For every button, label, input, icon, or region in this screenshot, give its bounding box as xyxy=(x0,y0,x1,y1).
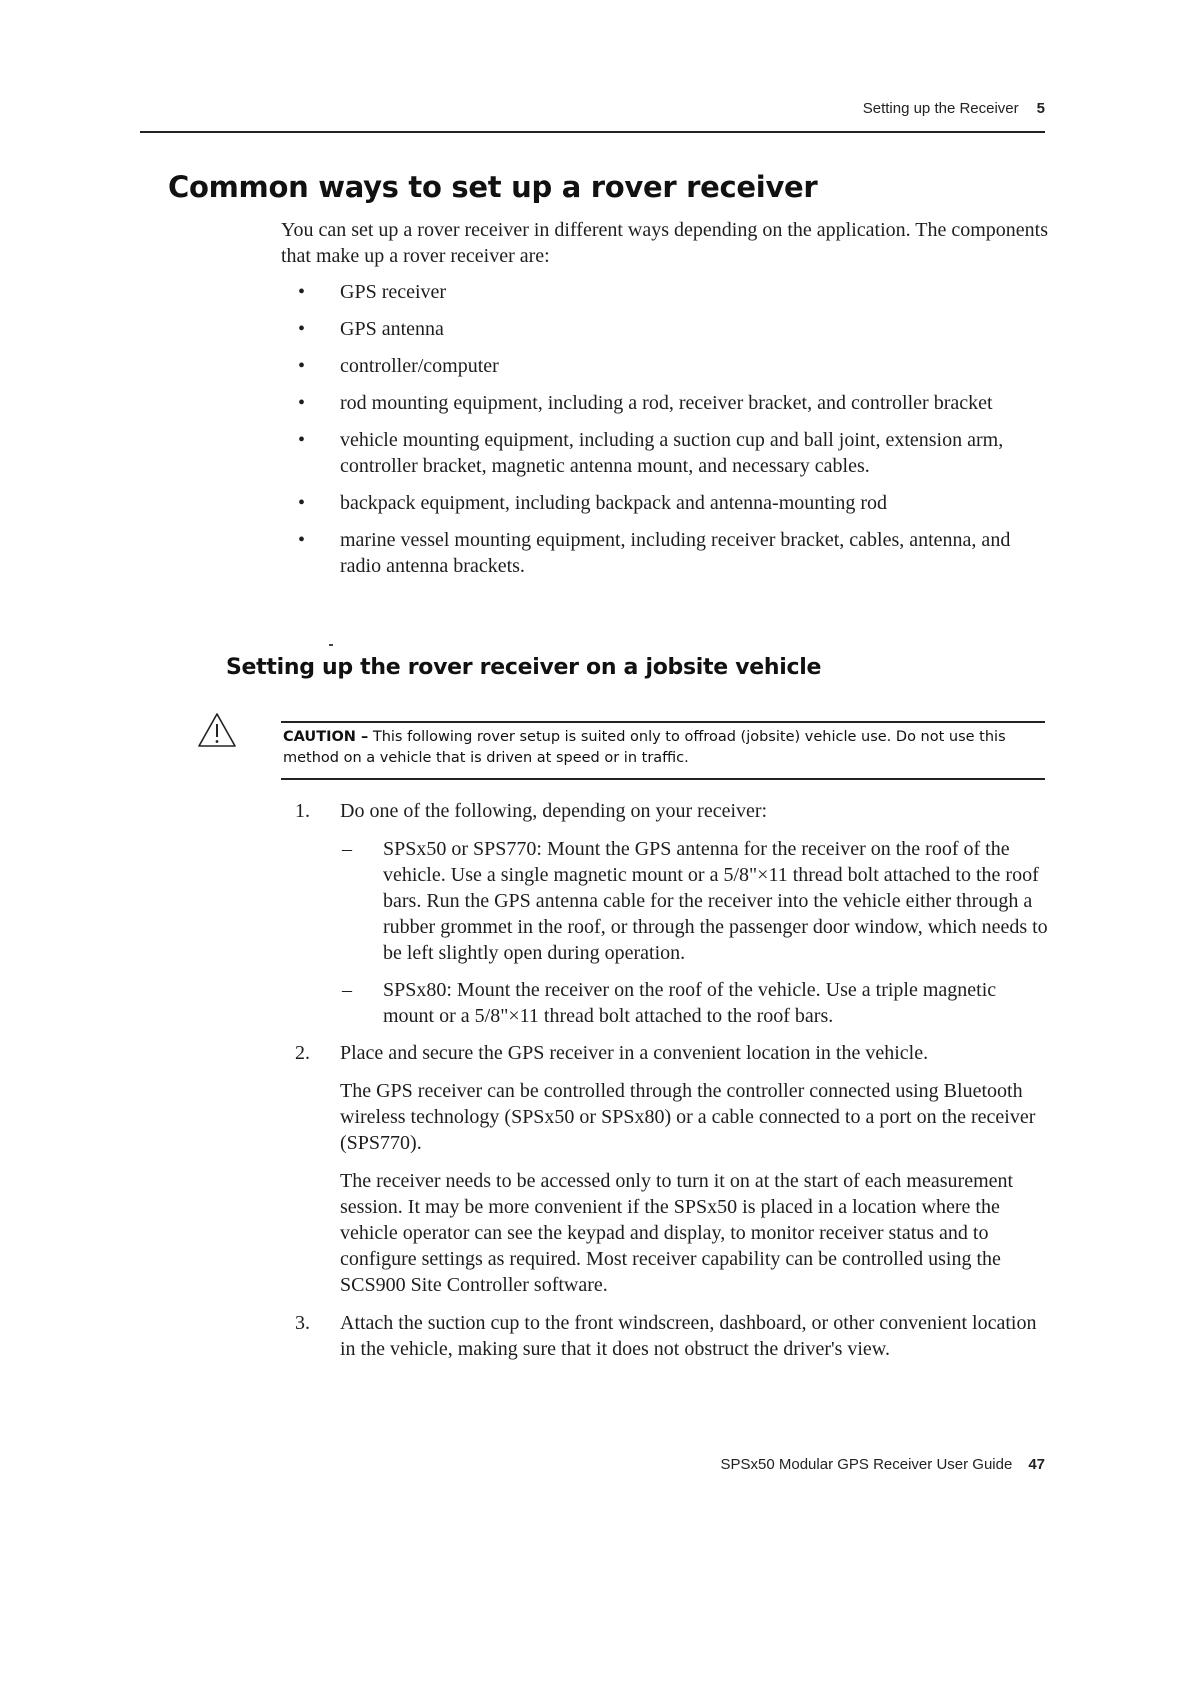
step-text: Place and secure the GPS receiver in a convenient location in the vehicle. xyxy=(340,1042,929,1064)
page-title: Common ways to set up a rover receiver xyxy=(168,170,818,204)
bullet-icon: • xyxy=(298,318,306,340)
step-paragraph: The receiver needs to be accessed only to turn it on at the start of each measurement session. It may be more convenient if the SPSx50 is placed in a location where the vehicle operator can see the keypad and display, to monitor receiver status and to configure settings as required. Most receiver capability can be controlled using the SCS900 Site Controller software. xyxy=(340,1170,1014,1296)
substeps-list xyxy=(340,836,1051,1029)
procedure-steps xyxy=(281,798,1051,1373)
header-chapter-number: 5 xyxy=(1036,100,1045,117)
list-item: • backpack equipment, including backpack and antenna-mounting rod xyxy=(298,492,888,514)
list-item: • marine vessel mounting equipment, including receiver bracket, cables, antenna, and radio antenna brackets. xyxy=(298,529,1011,577)
footer-book-title: SPSx50 Modular GPS Receiver User Guide xyxy=(720,1456,1013,1473)
footer-page-number: 47 xyxy=(1028,1456,1045,1473)
bullet-icon: • xyxy=(298,529,306,551)
step-text: Do one of the following, depending on your receiver: xyxy=(340,800,768,822)
list-item: • rod mounting equipment, including a rod, receiver bracket, and controller bracket xyxy=(298,392,993,414)
step-number: 3. xyxy=(295,1312,310,1334)
list-item: • GPS receiver xyxy=(298,281,447,303)
step-text: Attach the suction cup to the front windscreen, dashboard, or other convenient location in the vehicle, making sure that it does not obstruct the driver's view. xyxy=(340,1312,1037,1360)
step-paragraph: The GPS receiver can be controlled through the controller connected using Bluetooth wireless technology (SPSx50 or SPSx80) or a cable connected to a port on the receiver (SPS770). xyxy=(340,1080,1036,1154)
caution-text: This following rover setup is suited only to offroad (jobsite) vehicle use. Do not use this method on a vehicle that is driven at speed or in traffic. xyxy=(283,729,1006,766)
step-1 xyxy=(281,798,1051,1029)
bullet-icon: • xyxy=(298,355,306,377)
bullet-icon: • xyxy=(298,492,306,514)
components-list xyxy=(281,279,1051,590)
caution-label: CAUTION – xyxy=(283,729,369,745)
substep-item: – SPSx80: Mount the receiver on the roof of the vehicle. Use a triple magnetic mount or a 5/8"×11 thread bolt attached to the roof bars. xyxy=(342,979,997,1027)
running-header xyxy=(140,100,1045,117)
bullet-icon: • xyxy=(298,392,306,414)
caution-bottom-rule xyxy=(281,778,1045,780)
caution-top-rule xyxy=(281,721,1045,723)
step-3 xyxy=(281,1310,1051,1362)
substep-item: – SPSx50 or SPS770: Mount the GPS antenna for the receiver on the roof of the vehicle. Use a single magnetic mount or a 5/8"×11 thread bolt attached to the roof bars. Run the GPS antenna cable for the receiver into the vehicle either through a rubber grommet in the roof, or through the passenger door window, which needs to be left slightly open during operation. xyxy=(342,838,1048,964)
header-rule xyxy=(140,131,1045,133)
bullet-icon: • xyxy=(298,281,306,303)
step-number: 2. xyxy=(295,1042,310,1064)
intro-paragraph: You can set up a rover receiver in different ways depending on the application. The components that make up a rover receiver are: xyxy=(281,219,1049,267)
dash-icon: – xyxy=(342,979,352,1001)
list-item: • GPS antenna xyxy=(298,318,444,340)
header-section-title: Setting up the Receiver xyxy=(862,100,1019,117)
list-item: • controller/computer xyxy=(298,355,499,377)
step-number: 1. xyxy=(295,800,310,822)
caution-note xyxy=(283,727,1043,769)
warning-triangle-icon xyxy=(197,712,237,748)
step-2 xyxy=(281,1040,1051,1298)
running-footer xyxy=(140,1456,1045,1473)
scan-mark xyxy=(329,644,333,646)
dash-icon: – xyxy=(342,838,352,860)
list-item: • vehicle mounting equipment, including a suction cup and ball joint, extension arm, controller bracket, magnetic antenna mount, and necessary cables. xyxy=(298,429,1004,477)
bullet-icon: • xyxy=(298,429,306,451)
section-title: Setting up the rover receiver on a jobsite vehicle xyxy=(226,655,822,680)
